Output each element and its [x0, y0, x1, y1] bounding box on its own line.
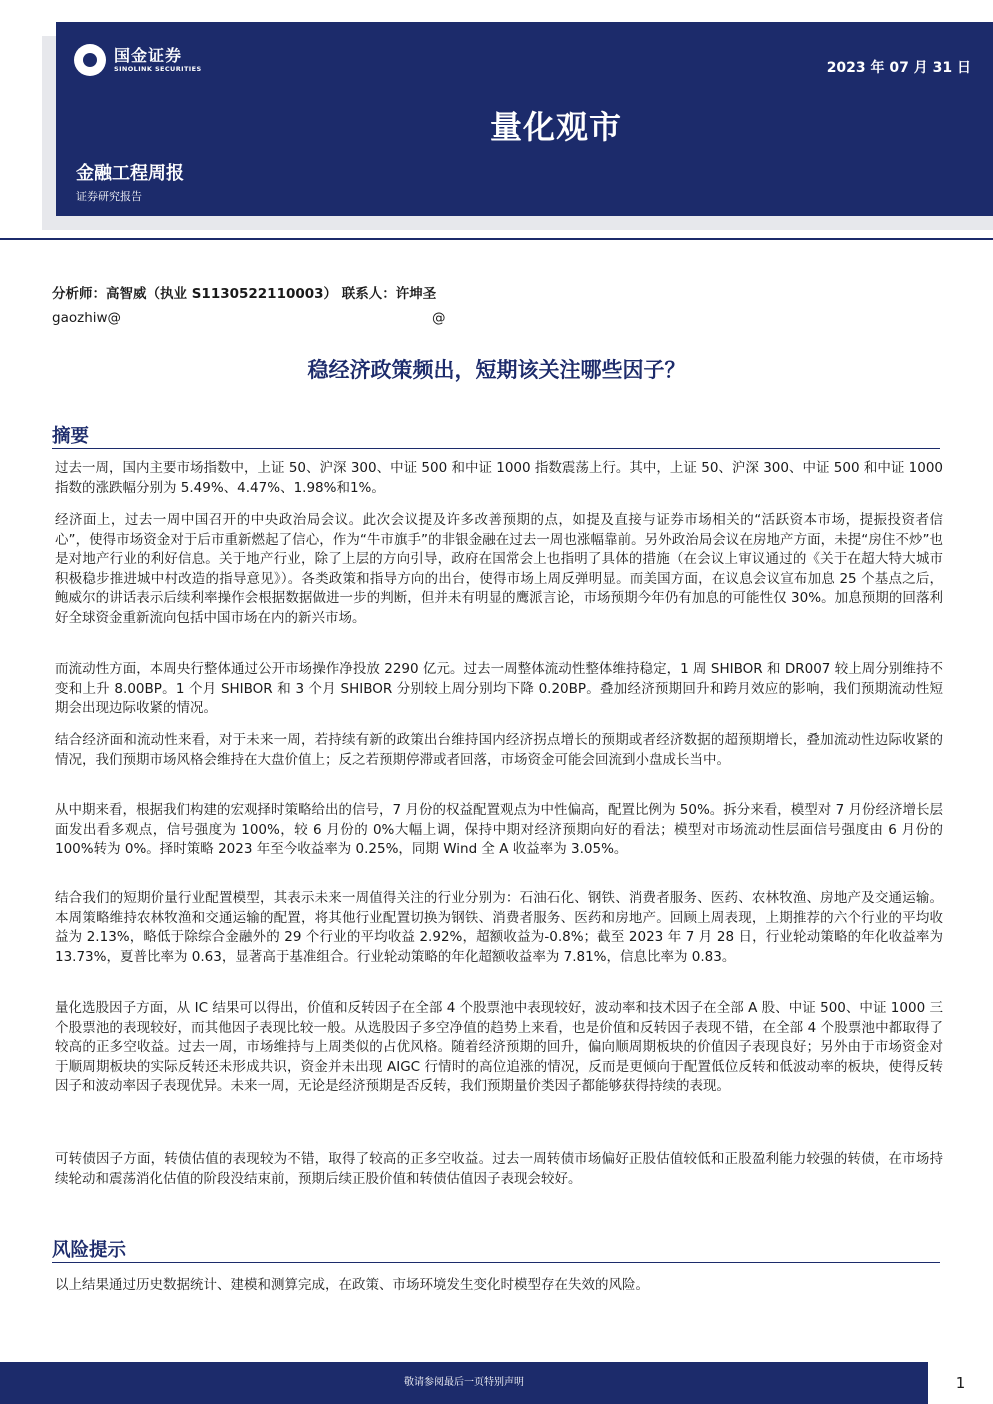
analyst-email: gaozhiw@ — [52, 310, 122, 326]
summary-heading: 摘要 — [52, 426, 90, 447]
summary-paragraph: 结合经济面和流动性来看，对于未来一周，若持续有新的政策出台维持国内经济拐点增长的预期或者经济数据的超预期增长，叠加流动性边际收紧的情况，我们预期市场风格会维持在大盘价值上；反之若预期停滞或者回落，市场资金可能会回流到小盘成长当中。 — [55, 732, 943, 768]
main-title: 稳经济政策频出，短期该关注哪些因子？ — [307, 358, 686, 382]
summary-paragraph: 结合我们的短期价量行业配置模型，其表示未来一周值得关注的行业分别为：石油石化、钢铁、消费者服务、医药、农林牧渔、房地产及交通运输。本周策略维持农林牧渔和交通运输的配置，将其他行业配置切换为钢铁、消费者服务、医药和房地产。回顾上周表现，上期推荐的六个行业的平均收益为 2.13%，略低于除综合金融外的 29 个行业的平均收益 2.92%，超额收益为-0.8%；截至 2023 年 7 月 28 日，行业轮动策略的年化收益率为 13.73%，夏普比率为 0.63，显著高于基准组合。行业轮动策略的年化超额收益率为 7.81%，信息比率为 0.83。 — [55, 890, 943, 965]
summary-paragraph: 量化选股因子方面，从 IC 结果可以得出，价值和反转因子在全部 4 个股票池中表现较好，波动率和技术因子在全部 A 股、中证 500、中证 1000 三个股票池的表现较好，而其他因子表现比较一般。从选股因子多空净值的趋势上来看，也是价值和反转因子表现不错，在全部 4 个股票池中都取得了较高的正多空收益。过去一周，市场维持与上周类似的占优风格。随着经济预期的回升，偏向顺周期板块的价值因子表现良好；另外由于市场资金对于顺周期板块的实际反转还未形成共识，资金并未出现 AIGC 行情时的高位追涨的情况，反而是更倾向于配置低位反转和低波动率的板块，使得反转因子和波动率因子表现优异。未来一周，无论是经济预期是否反转，我们预期量价类因子都能够获得持续的表现。 — [55, 1000, 943, 1094]
risk-heading: 风险提示 — [52, 1240, 127, 1261]
report-category: 金融工程周报 — [76, 163, 184, 184]
header-rule — [0, 238, 993, 240]
summary-paragraph: 过去一周，国内主要市场指数中，上证 50、沪深 300、中证 500 和中证 1000 指数震荡上行。其中，上证 50、沪深 300、中证 500 和中证 1000 指数的涨跌幅分别为 5.49%、4.47%、1.98%和1%。 — [55, 460, 943, 496]
report-header — [56, 22, 993, 216]
company-logo — [74, 44, 202, 76]
report-type: 证券研究报告 — [76, 190, 142, 203]
logo-text — [114, 47, 202, 74]
page-number: 1 — [955, 1374, 966, 1392]
summary-paragraph: 经济面上，过去一周中国召开的中央政治局会议。此次会议提及许多改善预期的点，如提及直接与证券市场相关的“活跃资本市场，提振投资者信心”，使得市场资金对于后市重新燃起了信心，作为“牛市旗手”的非银金融在过去一周也涨幅靠前。另外政治局会议在房地产方面，未提“房住不炒”也是对地产行业的利好信息。关于地产行业，除了上层的方向引导，政府在国常会上也指明了具体的措施（在会议上审议通过的《关于在超大特大城市积极稳步推进城中村改造的指导意见》）。各类政策和指导方向的出台，使得市场上周反弹明显。而美国方面，在议息会议宣布加息 25 个基点之后，鲍威尔的讲话表示后续利率操作会根据数据做进一步的判断，但并未有明显的鹰派言论，市场预期今年仍有加息的可能性仅 30%。加息预期的回落利好全球资金重新流向包括中国市场在内的新兴市场。 — [55, 512, 943, 626]
logo-en: SINOLINK SECURITIES — [114, 64, 202, 73]
contact-email: @ — [432, 310, 446, 326]
summary-paragraph: 而流动性方面，本周央行整体通过公开市场操作净投放 2290 亿元。过去一周整体流动性整体维持稳定，1 周 SHIBOR 和 DR007 较上周分别维持不变和上升 8.00BP。1 个月 SHIBOR 和 3 个月 SHIBOR 分别较上周分别均下降 0.20BP。叠加经济预期回升和跨月效应的影响，我们预期流动性短期会出现边际收紧的情况。 — [55, 661, 943, 716]
footer-notice: 敬请参阅最后一页特别声明 — [0, 1362, 928, 1404]
summary-paragraph: 从中期来看，根据我们构建的宏观择时策略给出的信号，7 月份的权益配置观点为中性偏高，配置比例为 50%。拆分来看，模型对 7 月份经济增长层面发出看多观点，信号强度为 100%，较 6 月份的 0%大幅上调，保持中期对经济预期向好的看法；模型对市场流动性层面信号强度由 6 月份的 100%转为 0%。择时策略 2023 年至今收益率为 0.25%，同期 Wind 全 A 收益率为 3.05%。 — [55, 802, 943, 857]
logo-cn: 国金证券 — [114, 45, 183, 65]
summary-rule — [52, 448, 940, 449]
risk-text: 以上结果通过历史数据统计、建模和测算完成，在政策、市场环境发生变化时模型存在失效的风险。 — [55, 1277, 649, 1293]
summary-paragraph: 可转债因子方面，转债估值的表现较为不错，取得了较高的正多空收益。过去一周转债市场偏好正股估值较低和正股盈利能力较强的转债，在市场持续轮动和震荡消化估值的阶段没结束前，预期后续正股价值和转债估值因子表现会较好。 — [55, 1151, 943, 1187]
report-date: 2023 年 07 月 31 日 — [826, 60, 971, 76]
analyst-line: 分析师：高智威（执业 S1130522110003） 联系人：许坤圣 — [52, 286, 437, 302]
risk-rule — [52, 1262, 940, 1263]
logo-mark-icon — [74, 44, 106, 76]
report-title: 量化观市 — [489, 108, 622, 146]
